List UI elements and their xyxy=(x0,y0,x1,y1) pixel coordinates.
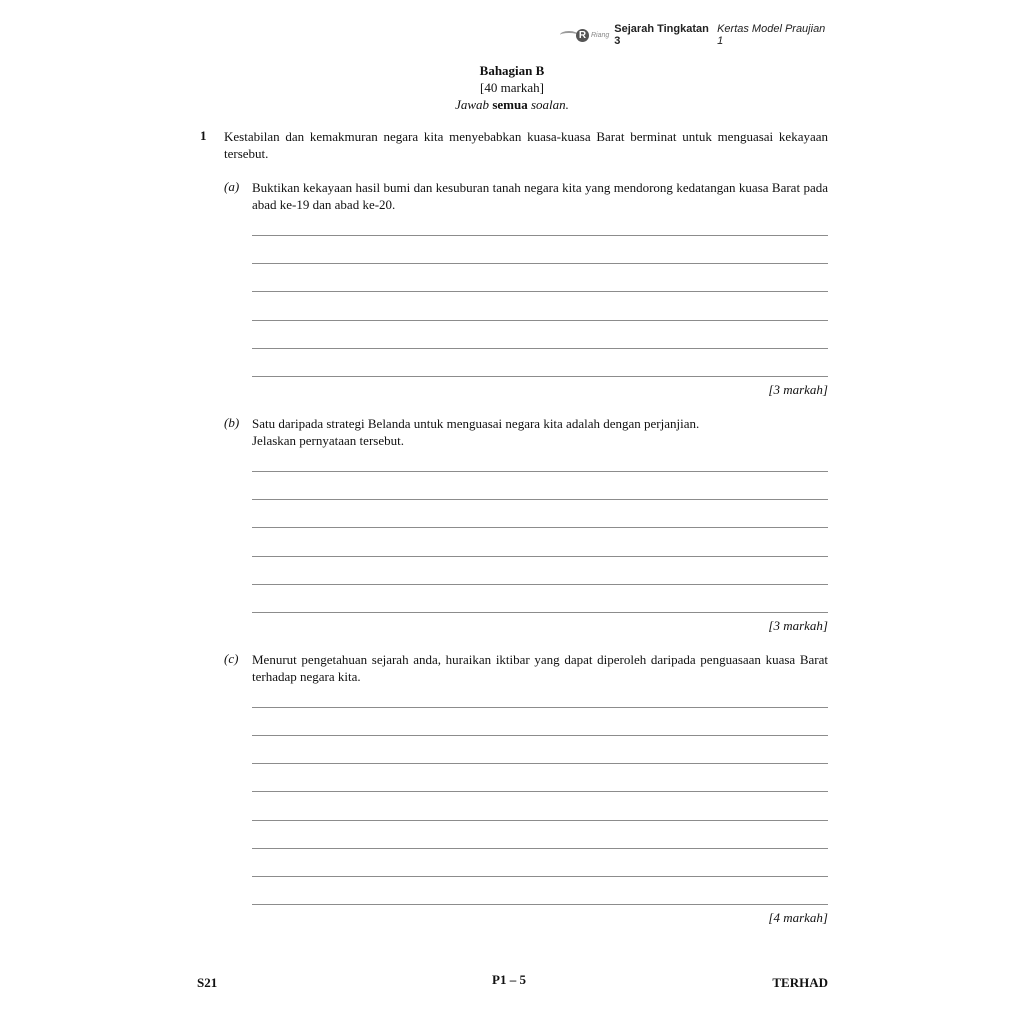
footer-page-number: P1 – 5 xyxy=(492,972,526,987)
section-instruction xyxy=(300,96,724,113)
question-stem: Kestabilan dan kemakmuran negara kita menyebabkan kuasa-kuasa Barat berminat untuk menguasai kekayaan tersebut. xyxy=(224,129,828,161)
part-b-answer-line[interactable] xyxy=(252,556,828,557)
part-a-answer-line[interactable] xyxy=(252,263,828,264)
part-b-marks: [3 markah] xyxy=(768,618,828,633)
section-marks xyxy=(300,79,724,96)
part-c-answer-line[interactable] xyxy=(252,904,828,905)
question-number: 1 xyxy=(200,128,207,143)
part-b-text-line2: Jelaskan pernyataan tersebut. xyxy=(252,433,404,448)
running-header xyxy=(560,24,830,46)
part-a-label: (a) xyxy=(224,179,240,194)
part-b-text-line1: Satu daripada strategi Belanda untuk menguasai negara kita adalah dengan perjanjian. xyxy=(252,416,700,431)
part-c-answer-line[interactable] xyxy=(252,763,828,764)
part-b-answer-line[interactable] xyxy=(252,584,828,585)
instruction-post: soalan. xyxy=(530,97,569,112)
part-b-label: (b) xyxy=(224,415,240,430)
part-a-answer-line[interactable] xyxy=(252,320,828,321)
logo-word: Riang xyxy=(591,31,610,39)
part-c-label: (c) xyxy=(224,651,239,666)
part-a-answer-line[interactable] xyxy=(252,291,828,292)
part-b-answer-line[interactable] xyxy=(252,612,828,613)
header-paper-title: Kertas Model Praujian 1 xyxy=(717,23,826,47)
section-marks-text: [40 markah] xyxy=(480,80,544,95)
section-title: Bahagian B xyxy=(479,63,545,78)
publisher-logo xyxy=(560,29,609,42)
part-c-answer-line[interactable] xyxy=(252,848,828,849)
part-b-answer-line[interactable] xyxy=(252,499,828,500)
part-a-text: Buktikan kekayaan hasil bumi dan kesuburan tanah negara kita yang mendorong kedatangan kuasa Barat pada abad ke-19 dan abad ke-20. xyxy=(252,180,828,212)
part-c-answer-line[interactable] xyxy=(252,791,828,792)
part-b-answer-line[interactable] xyxy=(252,471,828,472)
part-a-answer-line[interactable] xyxy=(252,348,828,349)
instruction-bold: semua xyxy=(492,97,528,112)
logo-letter: R xyxy=(576,29,589,42)
part-a-answer-line[interactable] xyxy=(252,376,828,377)
part-c-answer-line[interactable] xyxy=(252,735,828,736)
part-c-answer-line[interactable] xyxy=(252,876,828,877)
part-a-marks: [3 markah] xyxy=(768,382,828,397)
instruction-pre: Jawab xyxy=(455,97,490,112)
part-b-answer-line[interactable] xyxy=(252,527,828,528)
footer-code: S21 xyxy=(197,975,218,990)
part-a-answer-line[interactable] xyxy=(252,235,828,236)
part-c-marks: [4 markah] xyxy=(768,910,828,925)
part-c-answer-line[interactable] xyxy=(252,820,828,821)
footer-classification: TERHAD xyxy=(772,975,828,990)
part-b-text xyxy=(252,415,828,449)
section-heading xyxy=(300,62,724,113)
part-c-answer-line[interactable] xyxy=(252,707,828,708)
header-subject: Sejarah Tingkatan 3 xyxy=(614,23,709,47)
part-c-text: Menurut pengetahuan sejarah anda, huraikan iktibar yang dapat diperoleh daripada penguasaan kuasa Barat terhadap negara kita. xyxy=(252,652,828,684)
